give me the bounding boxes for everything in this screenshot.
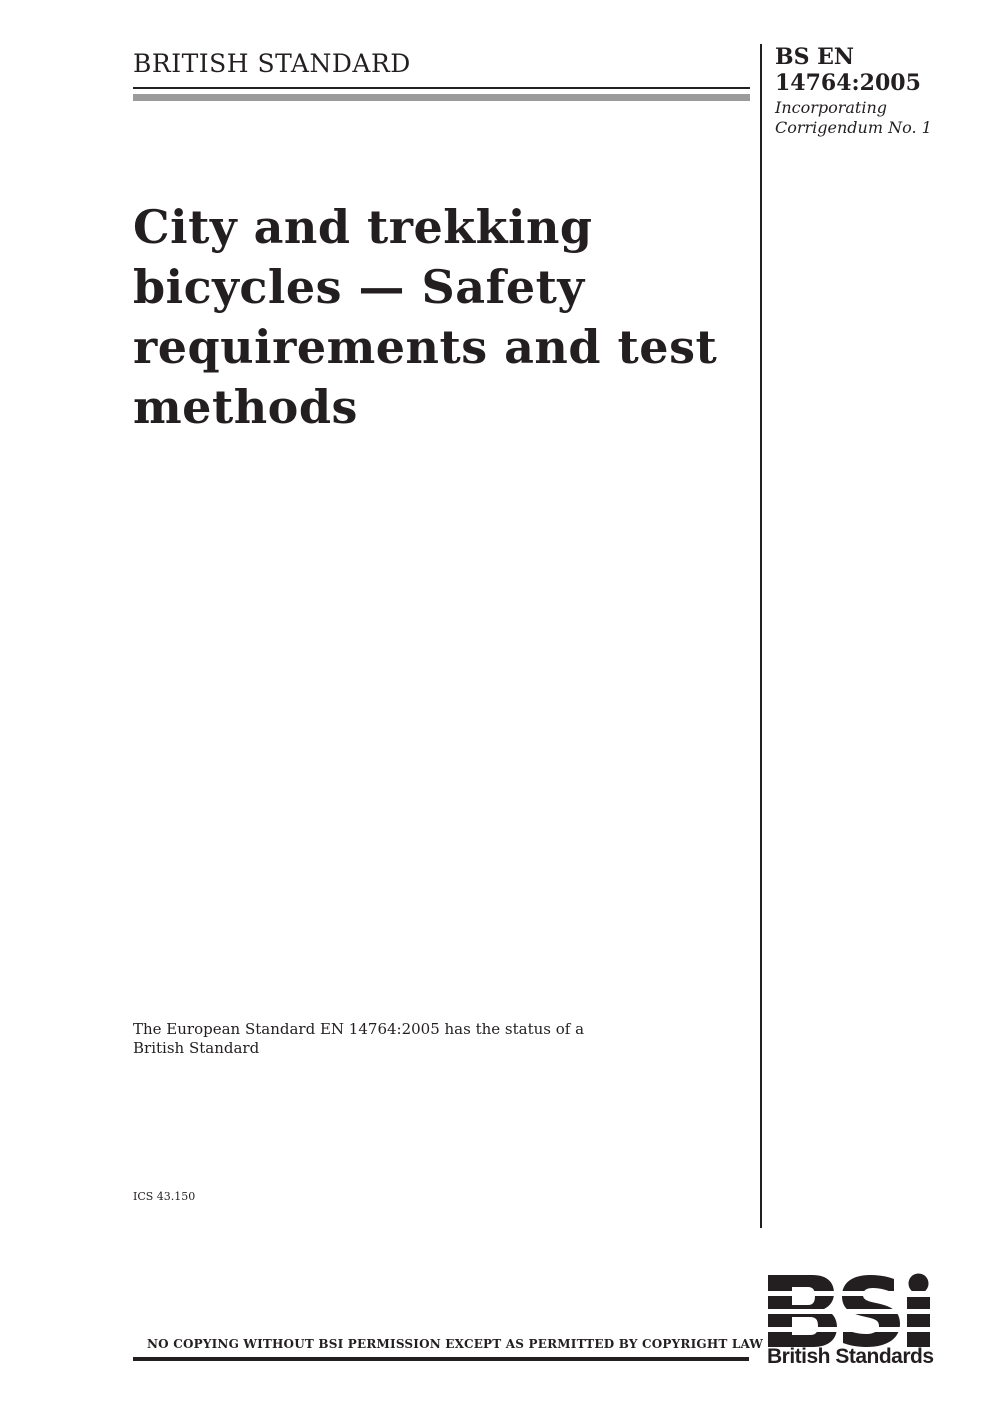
status-statement xyxy=(133,1020,613,1058)
bsi-wordmark-graphic xyxy=(766,1274,944,1348)
vertical-divider xyxy=(760,44,762,1228)
document-title-line4: methods xyxy=(133,380,358,434)
incorporation-note-line1: Incorporating xyxy=(775,98,888,117)
status-statement-line1: The European Standard EN 14764:2005 has the status of a xyxy=(133,1020,585,1038)
standard-number-line2: 14764:2005 xyxy=(775,70,921,96)
incorporation-note-line2: Corrigendum No. 1 xyxy=(775,118,932,137)
bsi-subtitle: British Standards xyxy=(767,1345,934,1368)
standard-number xyxy=(775,44,921,96)
document-title-line1: City and trekking xyxy=(133,200,593,254)
footer-rule xyxy=(133,1357,749,1361)
incorporation-note xyxy=(775,98,932,138)
standard-number-line1: BS EN xyxy=(775,44,855,70)
document-title xyxy=(133,197,733,437)
document-title-line3: requirements and test xyxy=(133,320,718,374)
header-rule-thick xyxy=(133,94,750,101)
header-label: BRITISH STANDARD xyxy=(133,49,411,78)
status-statement-line2: British Standard xyxy=(133,1039,260,1057)
document-title-line2: bicycles — Safety xyxy=(133,260,585,314)
ics-code: ICS 43.150 xyxy=(133,1190,196,1203)
header-rule-thin xyxy=(133,87,750,89)
copyright-notice: NO COPYING WITHOUT BSI PERMISSION EXCEPT AS PERMITTED BY COPYRIGHT LAW xyxy=(147,1337,764,1351)
